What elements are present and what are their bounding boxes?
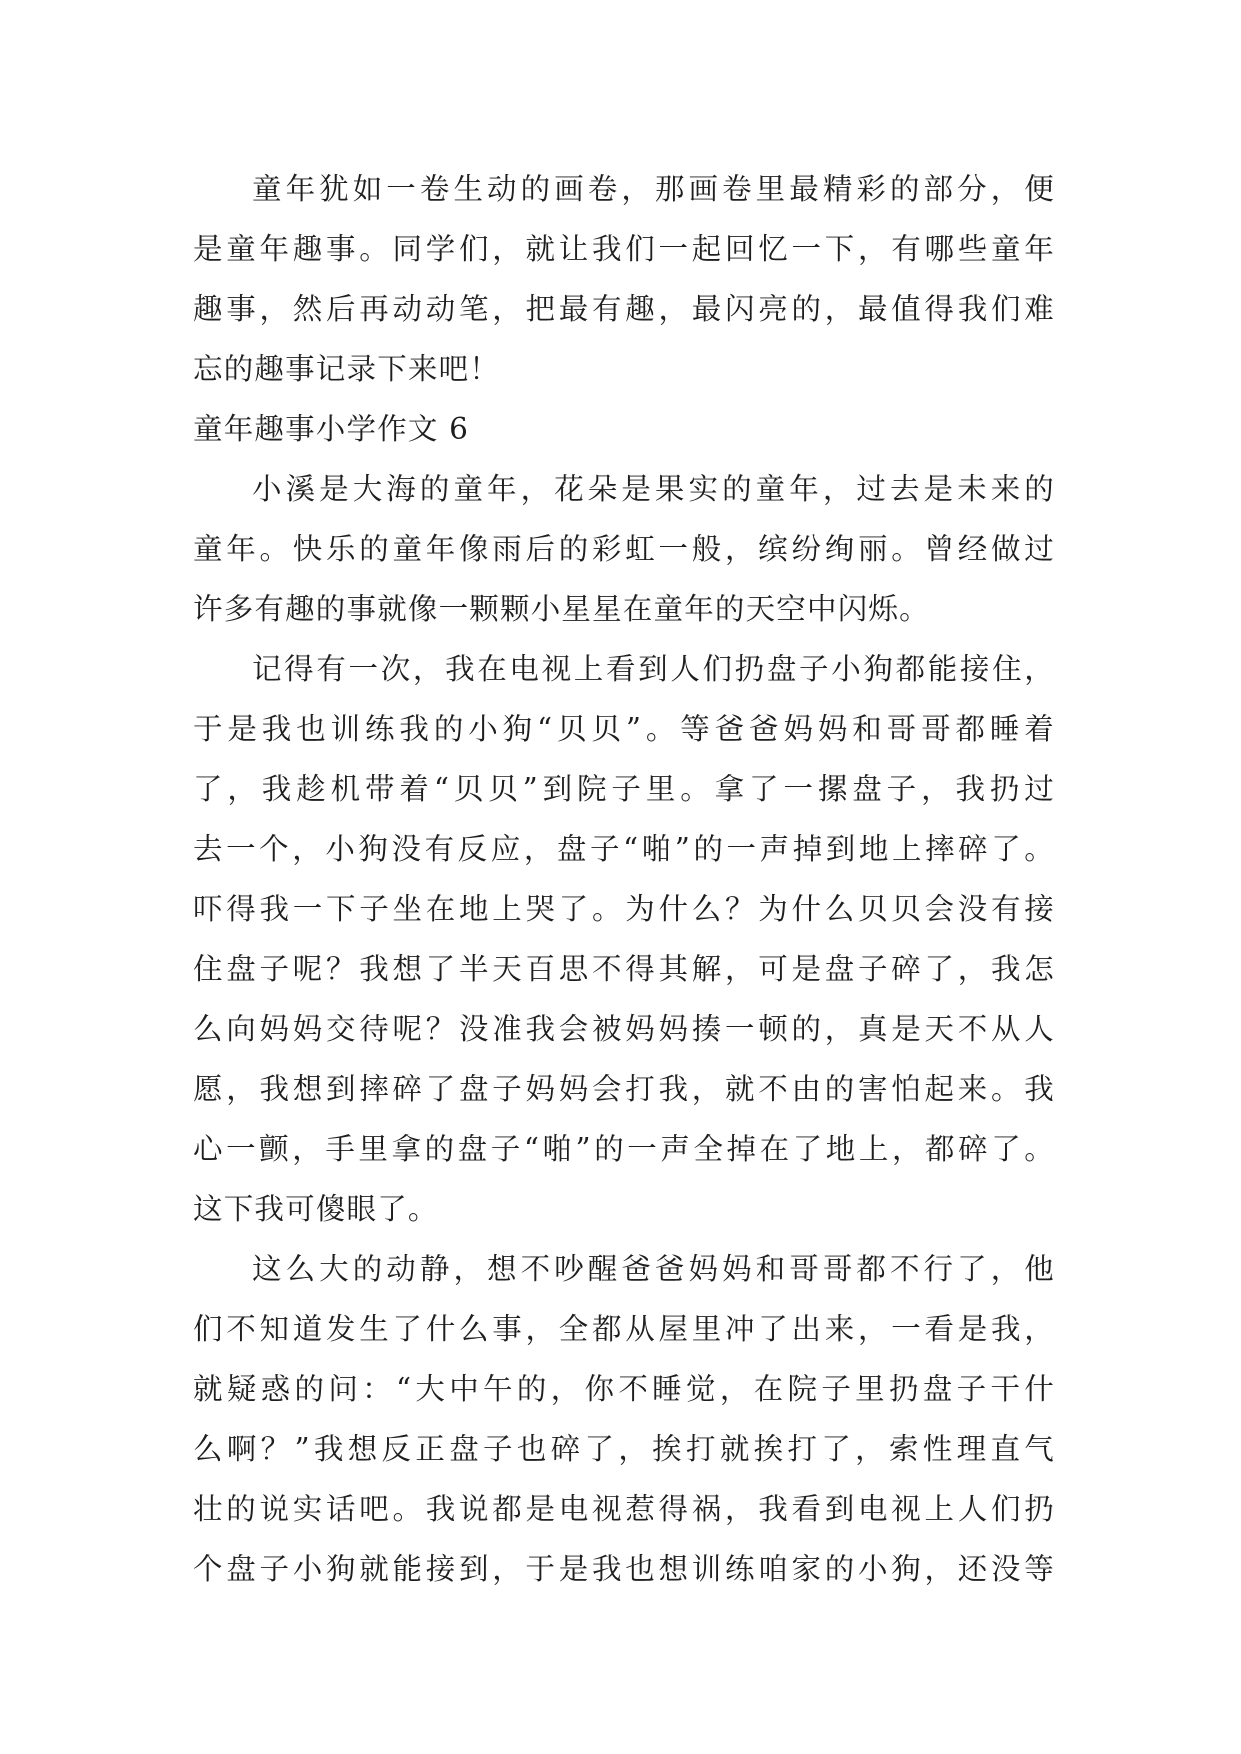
- text-line: 这么大的动静，想不吵醒爸爸妈妈和哥哥都不行了，他: [252, 1252, 1055, 1286]
- text-line: 们不知道发生了什么事，全都从屋里冲了出来，一看是我，: [193, 1312, 1055, 1346]
- essay-title: 童年趣事小学作文 6: [193, 412, 470, 446]
- text-line: 趣事，然后再动动笔，把最有趣，最闪亮的，最值得我们难: [193, 292, 1055, 326]
- text-line: 去一个，小狗没有反应，盘子“啪”的一声掉到地上摔碎了。: [193, 832, 1055, 866]
- essay-paragraph: [193, 639, 1055, 1239]
- essay-paragraph: [193, 1239, 1055, 1599]
- document-body: [193, 159, 1055, 1599]
- text-line: 记得有一次，我在电视上看到人们扔盘子小狗都能接住，: [252, 652, 1055, 686]
- text-line: 吓得我一下子坐在地上哭了。为什么？为什么贝贝会没有接: [193, 892, 1055, 926]
- text-line: 是童年趣事。同学们，就让我们一起回忆一下，有哪些童年: [193, 232, 1055, 266]
- text-line: 这下我可傻眼了。: [193, 1192, 439, 1226]
- text-line: 壮的说实话吧。我说都是电视惹得祸，我看到电视上人们扔: [193, 1492, 1055, 1526]
- text-line: 愿，我想到摔碎了盘子妈妈会打我，就不由的害怕起来。我: [193, 1072, 1055, 1106]
- text-line: 就疑惑的问：“大中午的，你不睡觉，在院子里扔盘子干什: [193, 1372, 1055, 1406]
- intro-paragraph: [193, 159, 1055, 399]
- text-line: 于是我也训练我的小狗“贝贝”。等爸爸妈妈和哥哥都睡着: [193, 712, 1055, 746]
- text-line: 童年。快乐的童年像雨后的彩虹一般，缤纷绚丽。曾经做过: [193, 532, 1055, 566]
- essay-paragraph: [193, 459, 1055, 639]
- text-line: 么啊？”我想反正盘子也碎了，挨打就挨打了，索性理直气: [193, 1432, 1055, 1466]
- text-line: 童年犹如一卷生动的画卷，那画卷里最精彩的部分，便: [252, 172, 1055, 206]
- text-line: 了，我趁机带着“贝贝”到院子里。拿了一摞盘子，我扔过: [193, 772, 1055, 806]
- text-line: 忘的趣事记录下来吧！: [193, 352, 501, 386]
- essay-heading: [193, 399, 1055, 459]
- text-line: 许多有趣的事就像一颗颗小星星在童年的天空中闪烁。: [193, 592, 930, 626]
- text-line: 个盘子小狗就能接到，于是我也想训练咱家的小狗，还没等: [193, 1552, 1055, 1586]
- text-line: 小溪是大海的童年，花朵是果实的童年，过去是未来的: [252, 472, 1055, 506]
- text-line: 么向妈妈交待呢？没准我会被妈妈揍一顿的，真是天不从人: [193, 1012, 1055, 1046]
- text-line: 住盘子呢？我想了半天百思不得其解，可是盘子碎了，我怎: [193, 952, 1055, 986]
- text-line: 心一颤，手里拿的盘子“啪”的一声全掉在了地上，都碎了。: [193, 1132, 1055, 1166]
